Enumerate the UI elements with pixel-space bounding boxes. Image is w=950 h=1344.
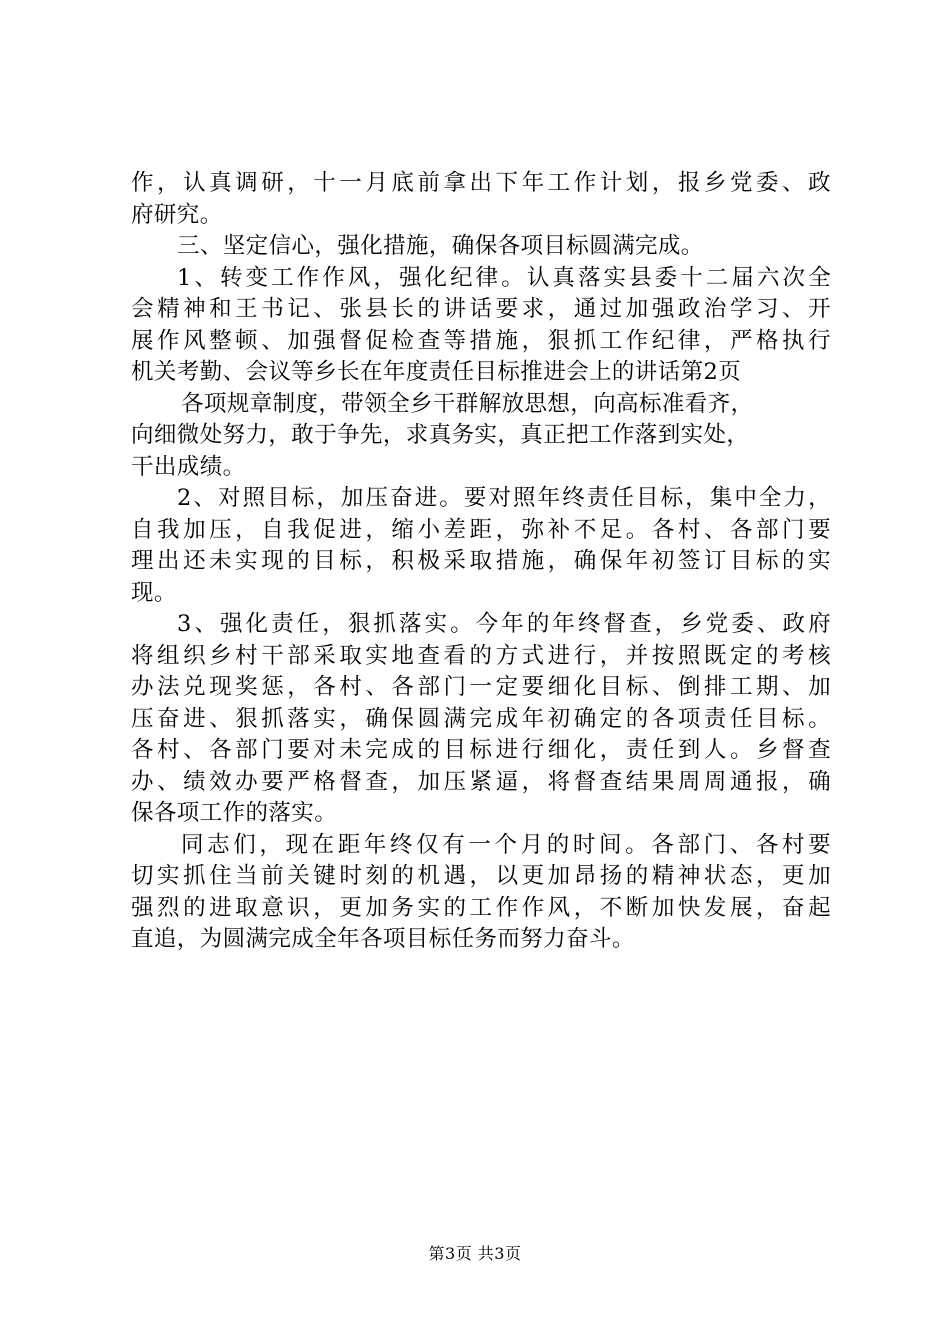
text-line: 办法兑现奖惩，各村、各部门一定要细化目标、倒排工期、加 bbox=[131, 674, 831, 700]
text-line: 压奋进、狠抓落实，确保圆满完成年初确定的各项责任目标。 bbox=[131, 705, 831, 732]
text-line: 三、坚定信心，强化措施，确保各项目标圆满完成。 bbox=[177, 233, 704, 259]
text-line: 将组织乡村干部采取实地查看的方式进行，并按照既定的考核 bbox=[131, 642, 831, 669]
text-line: 会精神和王书记、张县长的讲话要求，通过加强政治学习、开 bbox=[131, 296, 831, 322]
text-line: 3、强化责任，狠抓落实。今年的年终督查，乡党委、政府 bbox=[177, 611, 831, 637]
text-line: 各村、各部门要对未完成的目标进行细化，责任到人。乡督查 bbox=[131, 737, 831, 763]
text-line: 各项规章制度，带领全乡干群解放思想，向高标准看齐， bbox=[181, 390, 754, 417]
text-line: 办、绩效办要严格督查，加压紧逼，将督查结果周周通报，确 bbox=[131, 768, 831, 795]
text-line: 同志们，现在距年终仅有一个月的时间。各部门、各村要 bbox=[181, 831, 831, 858]
page-footer: 第3页 共3页 bbox=[428, 1244, 522, 1263]
text-line: 直追，为圆满完成全年各项目标任务而努力奋斗。 bbox=[131, 926, 635, 952]
text-line: 自我加压，自我促进，缩小差距，弥补不足。各村、各部门要 bbox=[131, 516, 831, 543]
document-body bbox=[131, 168, 831, 956]
text-line: 现。 bbox=[131, 579, 177, 606]
text-line: 切实抓住当前关键时刻的机遇，以更加昂扬的精神状态，更加 bbox=[131, 863, 831, 889]
text-line: 机关考勤、会议等乡长在年度责任目标推进会上的讲话第2页 bbox=[131, 359, 742, 385]
text-line: 干出成绩。 bbox=[131, 453, 246, 480]
text-line: 作，认真调研，十一月底前拿出下年工作计划，报乡党委、政 bbox=[131, 170, 831, 196]
text-line: 府研究。 bbox=[131, 201, 223, 228]
text-line: 展作风整顿、加强督促检查等措施，狠抓工作纪律，严格执行 bbox=[131, 327, 831, 354]
text-line: 理出还未实现的目标，积极采取措施，确保年初签订目标的实 bbox=[131, 548, 831, 574]
text-line: 1、转变工作作风，强化纪律。认真落实县委十二届六次全 bbox=[177, 264, 831, 291]
text-line: 保各项工作的落实。 bbox=[131, 800, 338, 826]
text-line: 向细微处努力，敢于争先，求真务实，真正把工作落到实处， bbox=[131, 422, 750, 448]
text-line: 2、对照目标，加压奋进。要对照年终责任目标，集中全力， bbox=[177, 485, 831, 511]
text-line: 强烈的进取意识，更加务实的工作作风，不断加快发展，奋起 bbox=[131, 894, 831, 921]
